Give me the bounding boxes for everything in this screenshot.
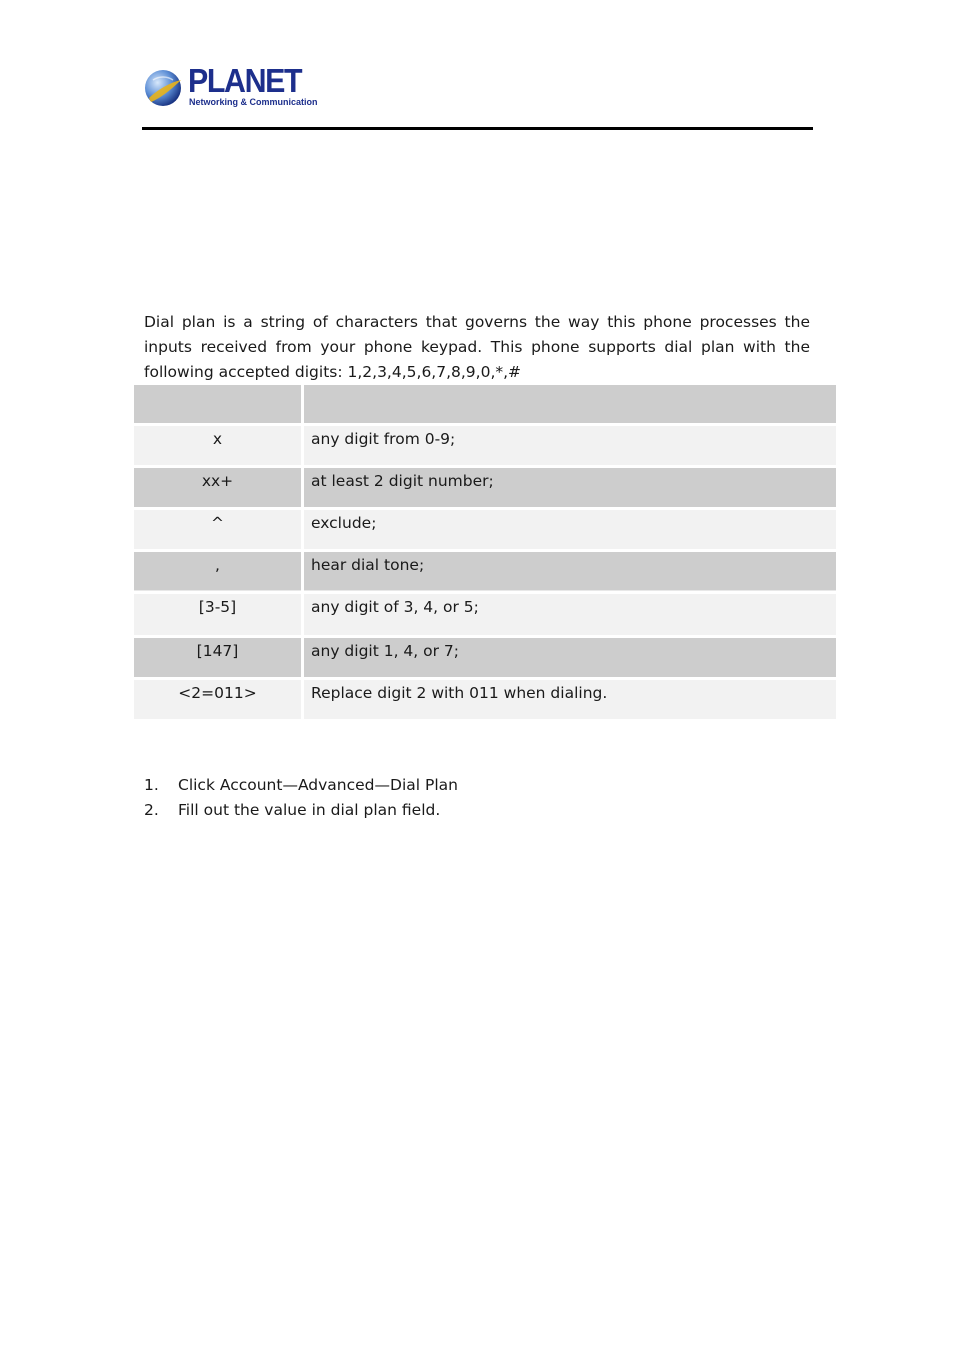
- brand-name: PLANET: [188, 62, 302, 99]
- header-cell-symbol: [134, 385, 301, 423]
- steps-list: [144, 773, 458, 823]
- table-row: [134, 594, 836, 635]
- header-cell-description: [304, 385, 836, 423]
- symbol-cell: <2=011>: [134, 680, 301, 719]
- step-text: Click Account—Advanced—Dial Plan: [178, 776, 458, 794]
- step-text: Fill out the value in dial plan field.: [178, 801, 441, 819]
- brand-tagline: Networking & Communication: [189, 97, 318, 107]
- symbol-cell: [3-5]: [134, 594, 301, 635]
- list-item: [144, 798, 458, 823]
- symbol-cell: xx+: [134, 468, 301, 507]
- dial-plan-table: [134, 385, 836, 719]
- planet-logo: [143, 62, 318, 110]
- symbol-cell: ,: [134, 552, 301, 591]
- step-number: 2.: [144, 801, 159, 819]
- symbol-cell: [147]: [134, 638, 301, 677]
- table-row: [134, 638, 836, 677]
- header-rule: [142, 127, 813, 130]
- symbol-cell: ^: [134, 510, 301, 549]
- table-row: [134, 510, 836, 549]
- table-header-row: [134, 385, 836, 423]
- description-cell: exclude;: [304, 510, 836, 549]
- intro-paragraph: Dial plan is a string of characters that governs the way this phone processes the inputs received from your phone keypad. This phone supports dial plan with the following accepted digits: 1,2,3,4,5,6,7,8,9,0,*,#: [144, 313, 810, 381]
- step-number: 1.: [144, 776, 159, 794]
- table-row: [134, 680, 836, 719]
- table-row: [134, 552, 836, 591]
- description-cell: Replace digit 2 with 011 when dialing.: [304, 680, 836, 719]
- symbol-cell: x: [134, 426, 301, 465]
- description-cell: any digit of 3, 4, or 5;: [304, 594, 836, 635]
- description-cell: hear dial tone;: [304, 552, 836, 591]
- table-row: [134, 468, 836, 507]
- globe-icon: [143, 68, 183, 108]
- description-cell: any digit 1, 4, or 7;: [304, 638, 836, 677]
- list-item: [144, 773, 458, 798]
- description-cell: any digit from 0-9;: [304, 426, 836, 465]
- description-cell: at least 2 digit number;: [304, 468, 836, 507]
- table-row: [134, 426, 836, 465]
